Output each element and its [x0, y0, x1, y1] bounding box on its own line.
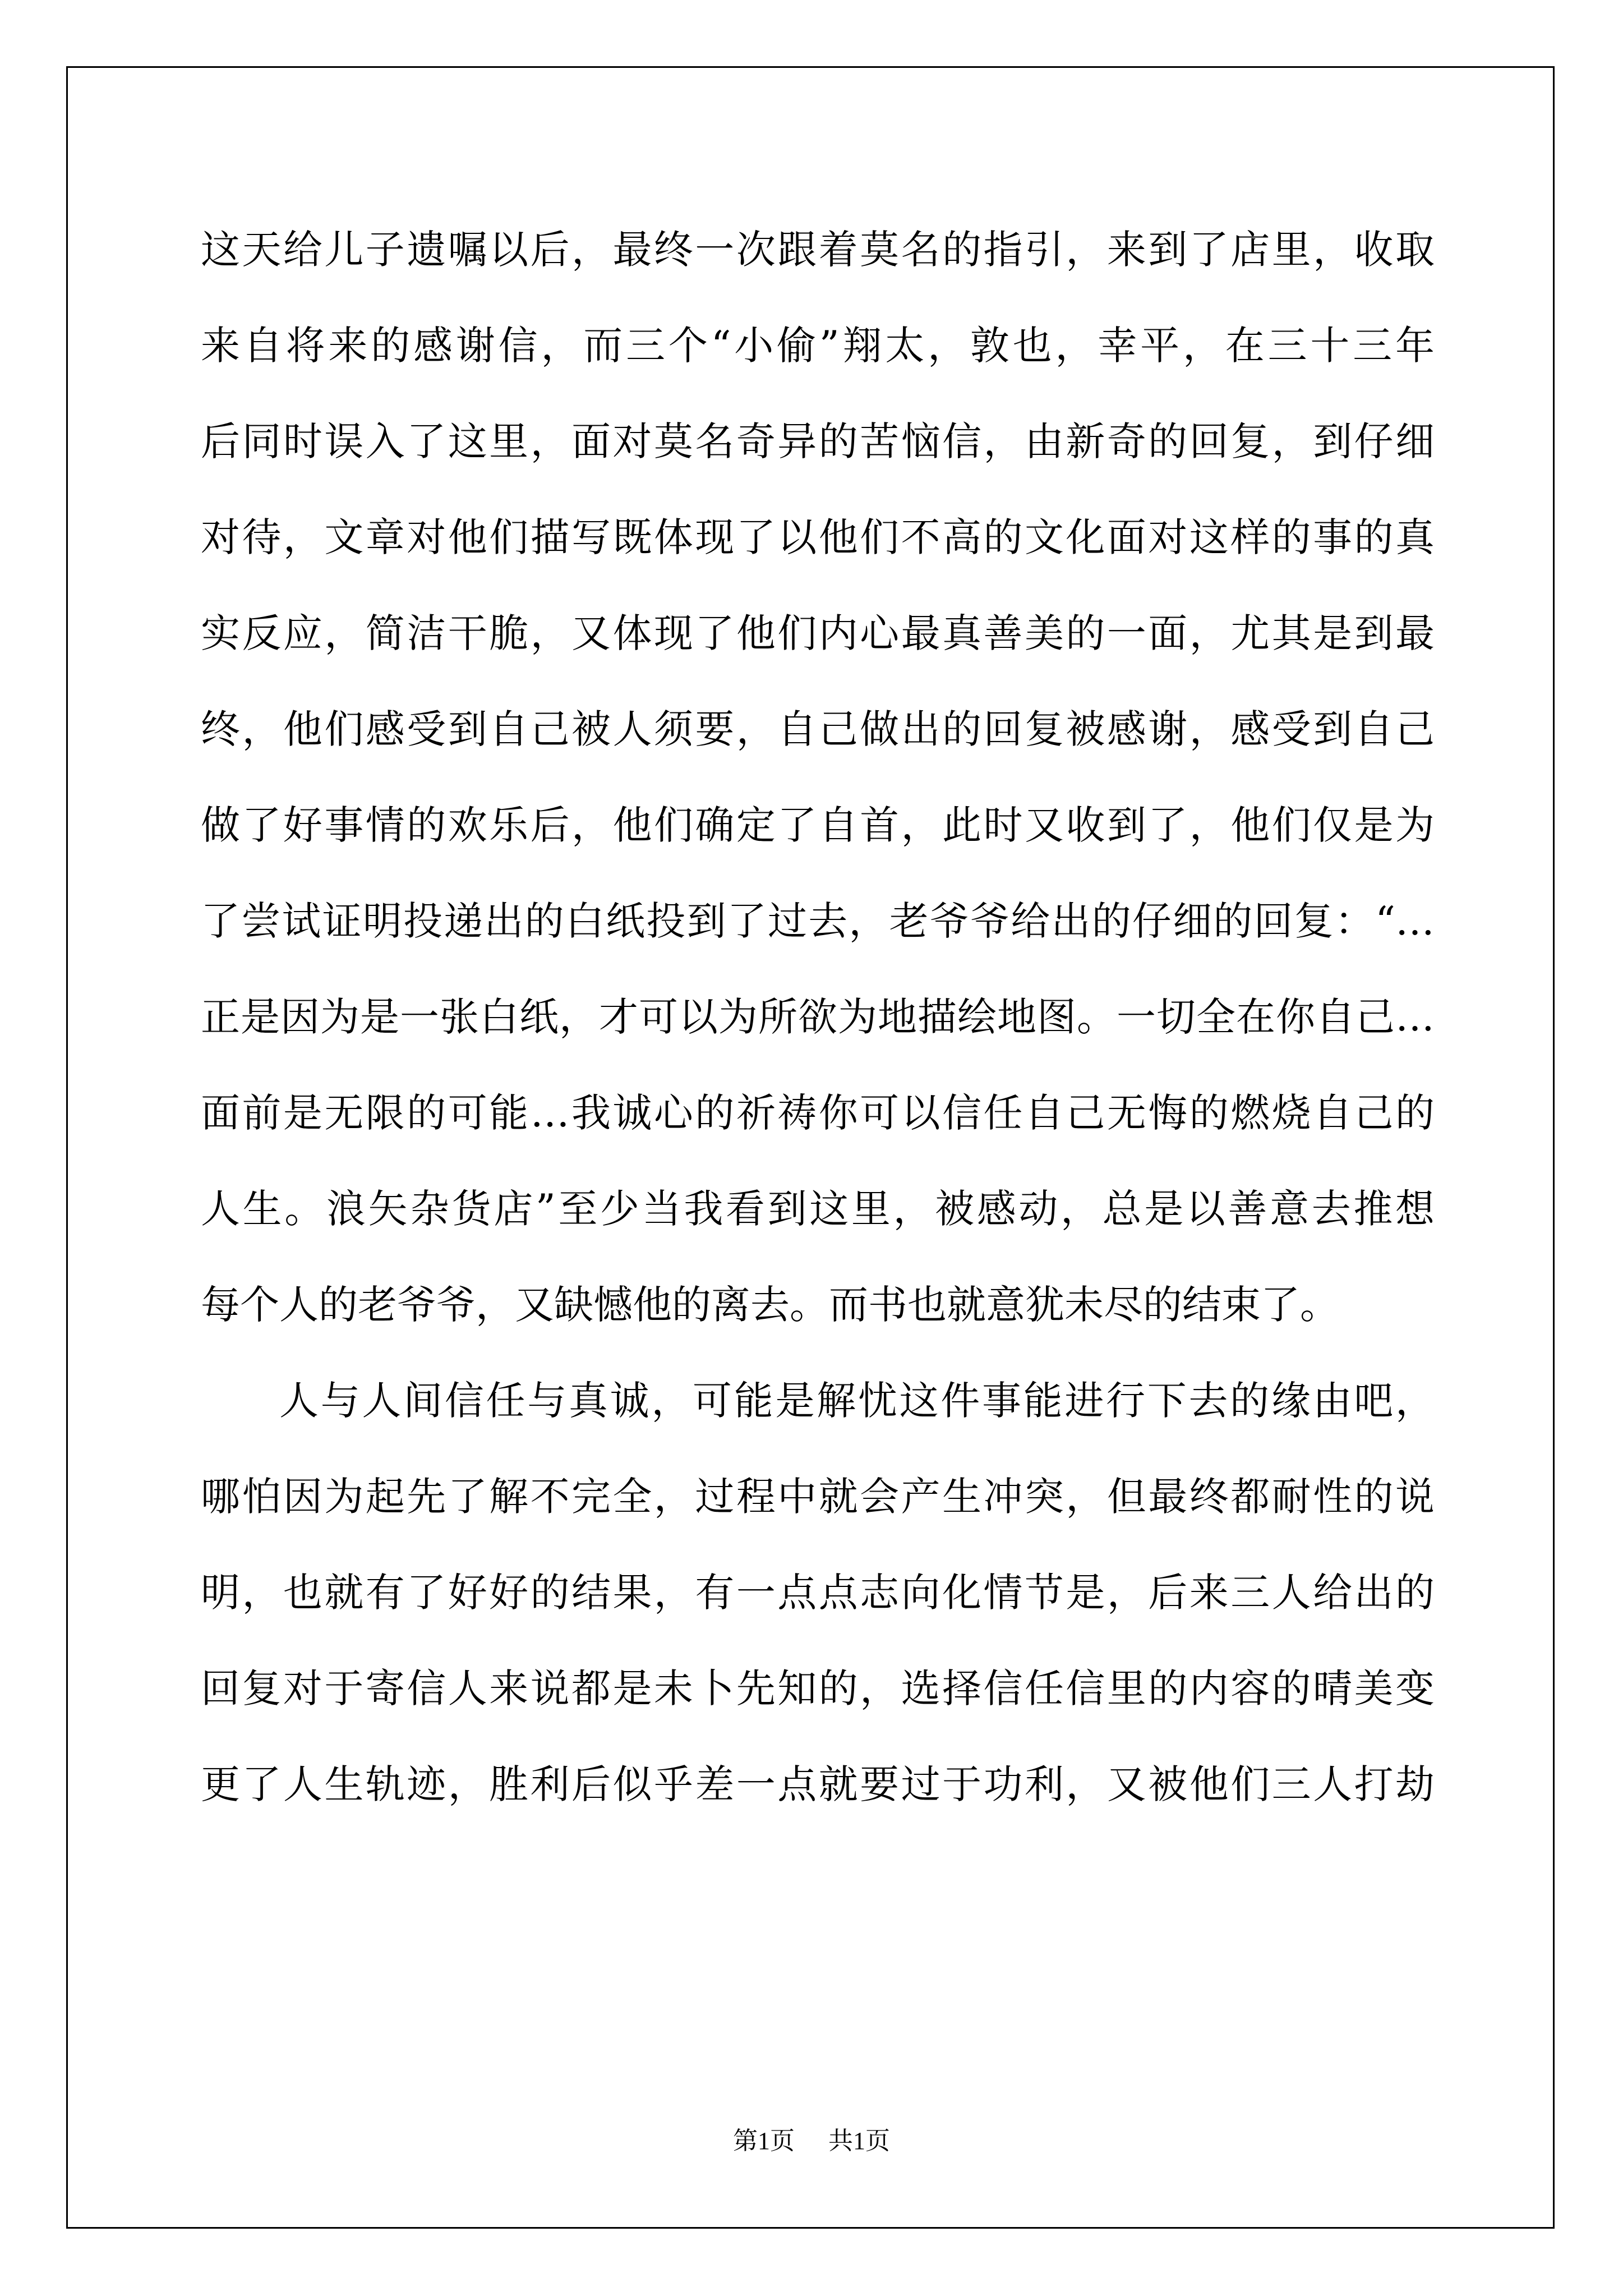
text-line-7: 做了好事情的欢乐后，他们确定了自首，此时又收到了，他们仅是为 — [201, 802, 1435, 848]
text-line-1: 这天给儿子遗嘱以后，最终一次跟着莫名的指引，来到了店里，收取 — [201, 227, 1435, 273]
text-line-6: 终，他们感受到自己被人须要，自己做出的回复被感谢，感受到自己 — [201, 706, 1435, 752]
page-total: 共1页 — [828, 2127, 890, 2155]
text-line-2: 来自将来的感谢信，而三个“小偷”翔太，敦也，幸平，在三十三年 — [201, 323, 1435, 369]
text-line-4: 对待，文章对他们描写既体现了以他们不高的文化面对这样的事的真 — [201, 514, 1435, 560]
document-body — [201, 202, 1435, 1833]
text-line-15: 明，也就有了好好的结果，有一点点志向化情节是，后来三人给出的 — [201, 1570, 1435, 1616]
text-line-14: 哪怕因为起先了解不完全，过程中就会产生冲突，但最终都耐性的说 — [201, 1474, 1435, 1520]
text-line-3: 后同时误入了这里，面对莫名奇异的苦恼信，由新奇的回复，到仔细 — [201, 418, 1435, 464]
text-line-17: 更了人生轨迹，胜利后似乎差一点就要过于功利，又被他们三人打劫 — [201, 1761, 1435, 1807]
page-footer — [0, 2120, 1623, 2156]
text-line-12: 每个人的老爷爷，又缺憾他的离去。而书也就意犹未尽的结束了。 — [201, 1282, 1339, 1328]
text-line-9: 正是因为是一张白纸，才可以为所欲为地描绘地图。一切全在你自己… — [201, 994, 1435, 1040]
text-line-16: 回复对于寄信人来说都是未卜先知的，选择信任信里的内容的晴美变 — [201, 1665, 1435, 1711]
text-line-10: 面前是无限的可能…我诚心的祈祷你可以信任自己无悔的燃烧自己的 — [201, 1090, 1435, 1136]
text-line-8: 了尝试证明投递出的白纸投到了过去，老爷爷给出的仔细的回复：“… — [201, 898, 1435, 944]
text-line-5: 实反应，简洁干脆，又体现了他们内心最真善美的一面，尤其是到最 — [201, 610, 1435, 656]
page-number: 第1页 — [733, 2127, 795, 2155]
text-line-13: 人与人间信任与真诚，可能是解忧这件事能进行下去的缘由吧， — [279, 1378, 1435, 1424]
text-line-11: 人生。浪矢杂货店”至少当我看到这里，被感动，总是以善意去推想 — [201, 1186, 1435, 1232]
